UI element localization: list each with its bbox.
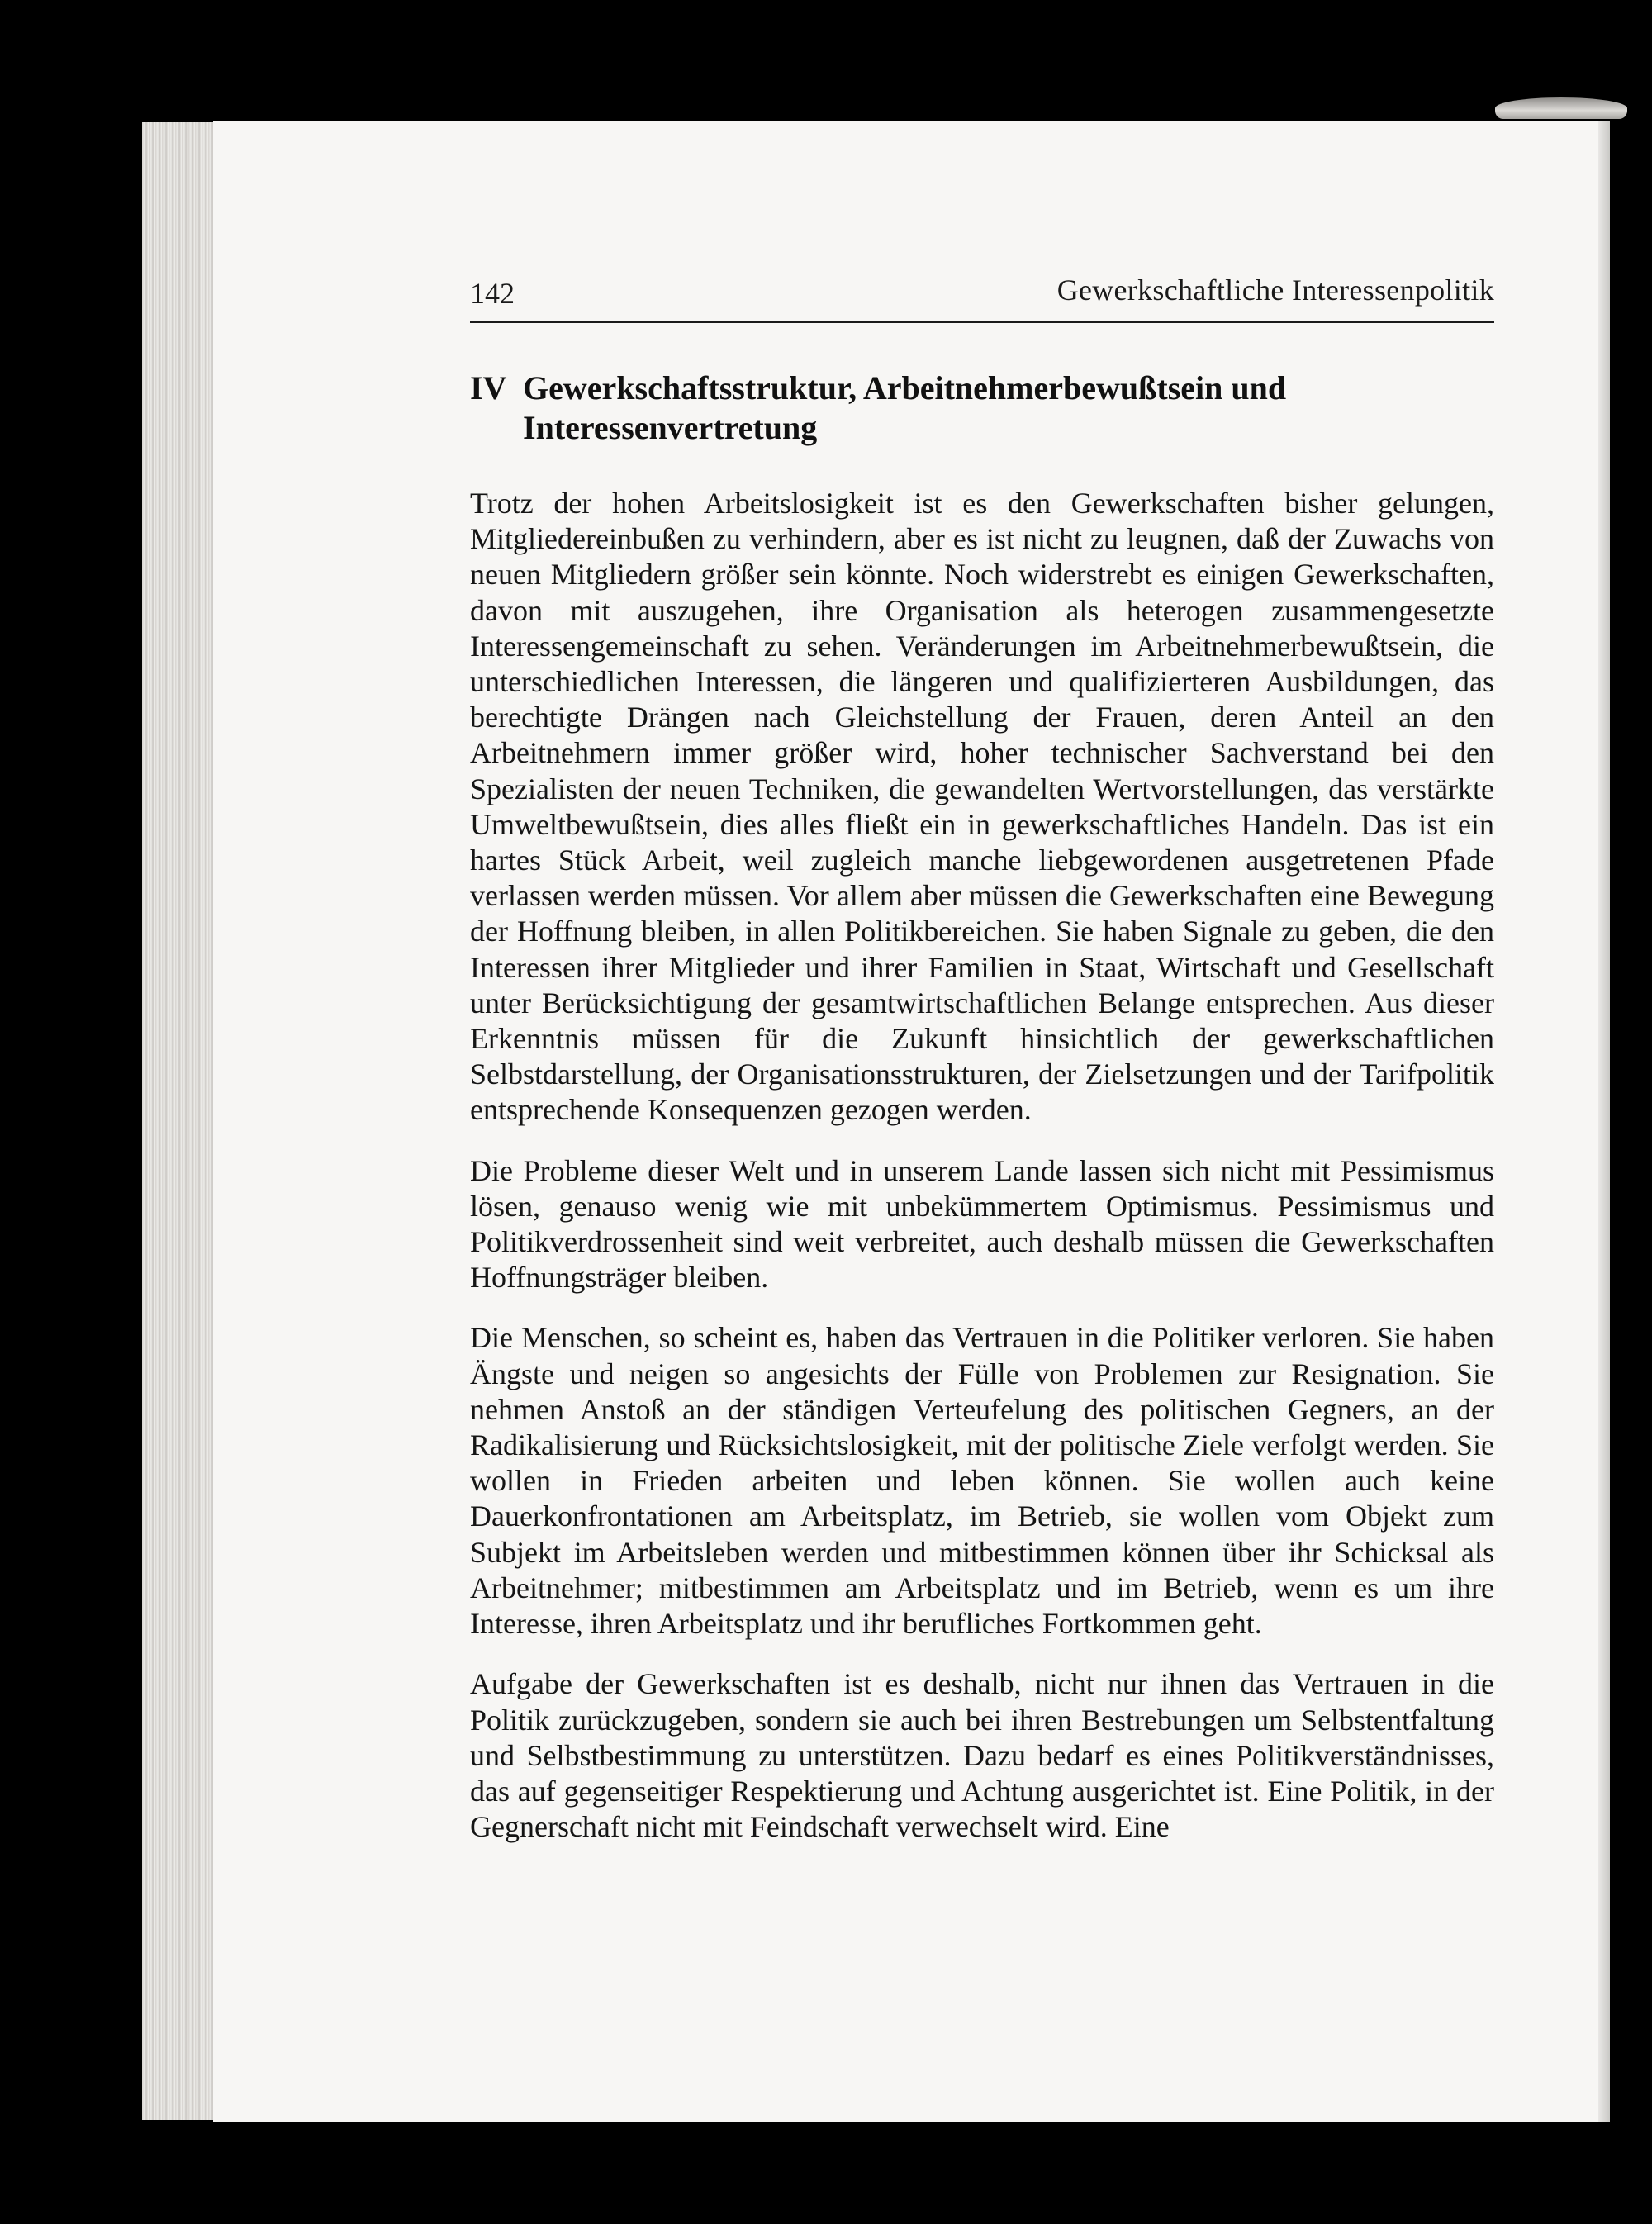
paragraph: Die Probleme dieser Welt und in unserem Lande lassen sich nicht mit Pessimismus lösen, genauso wenig wie mit unbekümmertem Optimismus. Pessimismus und Politikverdrossenheit sind weit verbreitet, auch deshalb müssen die Gewerkschaften Hoffnungsträger bleiben. <box>470 1153 1494 1295</box>
paragraph: Aufgabe der Gewerkschaften ist es deshalb, nicht nur ihnen das Vertrauen in die Politik zurückzugeben, sondern sie auch bei ihren Bestrebungen um Selbstentfaltung und Selbstbestimmung zu unterstützen. Dazu bedarf es eines Politikverständnisses, das auf gegenseitiger Respektierung und Achtung ausgerichtet ist. Eine Politik, in der Gegnerschaft nicht mit Feindschaft verwechselt wird. Eine <box>470 1667 1494 1844</box>
chapter-number: IV <box>470 369 507 406</box>
page-number: 142 <box>470 277 515 310</box>
book-clip <box>1495 97 1627 119</box>
paragraph: Trotz der hohen Arbeitslosigkeit ist es den Gewerkschaften bisher gelungen, Mitgliedereinbußen zu verhindern, aber es ist nicht zu leugnen, daß der Zuwachs von neuen Mitgliedern größer sein könnte. Noch widerstrebt es einigen Gewerkschaften, davon mit auszugehen, ihre Organisation als heterogen zusammengesetzte Interessengemeinschaft zu sehen. Veränderungen im Arbeitnehmerbewußtsein, die unterschiedlichen Interessen, die längeren und qualifizierteren Ausbildungen, das berechtigte Drängen nach Gleichstellung der Frauen, deren Anteil an den Arbeitnehmern immer größer wird, hoher technischer Sachverstand bei den Spezialisten der neuen Techniken, die gewandelten Wertvorstellungen, das verstärkte Umweltbewußtsein, dies alles fließt ein in gewerkschaftliches Handeln. Das ist ein hartes Stück Arbeit, weil zugleich manche liebgewordenen ausgetretenen Pfade verlassen werden müssen. Vor allem aber müssen die Gewerkschaften eine Bewegung der Hoffnung bleiben, in allen Politikbereichen. Sie haben Signale zu geben, die den Interessen ihrer Mitglieder und ihrer Familien in Staat, Wirtschaft und Gesellschaft unter Berücksichtigung der gesamtwirtschaftlichen Belange entsprechen. Aus dieser Erkenntnis müssen für die Zukunft hinsichtlich der gewerkschaftlichen Selbstdarstellung, der Organisationsstrukturen, der Zielsetzungen und der Tarifpolitik entsprechende Konsequenzen gezogen werden. <box>470 487 1494 1127</box>
header-rule <box>470 321 1494 323</box>
page-gutter-edge <box>1598 121 1610 2122</box>
page-edge-stack <box>142 122 218 2120</box>
running-head: Gewerkschaftliche Interessenpolitik <box>1056 273 1494 307</box>
page-header <box>470 269 1494 317</box>
chapter-title: Gewerkschaftsstruktur, Arbeitnehmerbewußtsein und Interessenvertretung <box>523 369 1287 446</box>
paragraph: Die Menschen, so scheint es, haben das Vertrauen in die Politiker verloren. Sie haben Ängste und neigen so angesichts der Fülle von Problemen zur Resignation. Sie nehmen Anstoß an der ständigen Verteufelung des politischen Gegners, an der Radikalisierung und Rücksichtslosigkeit, mit der politische Ziele verfolgt werden. Sie wollen in Frieden arbeiten und leben können. Sie wollen auch keine Dauerkonfrontationen am Arbeitsplatz, im Betrieb, sie wollen vom Objekt zum Subjekt im Arbeitsleben werden und mitbestimmen können über ihr Schicksal als Arbeitnehmer; mitbestimmen am Arbeitsplatz und im Betrieb, wenn es um ihre Interesse, ihren Arbeitsplatz und ihr berufliches Fortkommen geht. <box>470 1321 1494 1641</box>
body-text <box>470 486 1494 1870</box>
